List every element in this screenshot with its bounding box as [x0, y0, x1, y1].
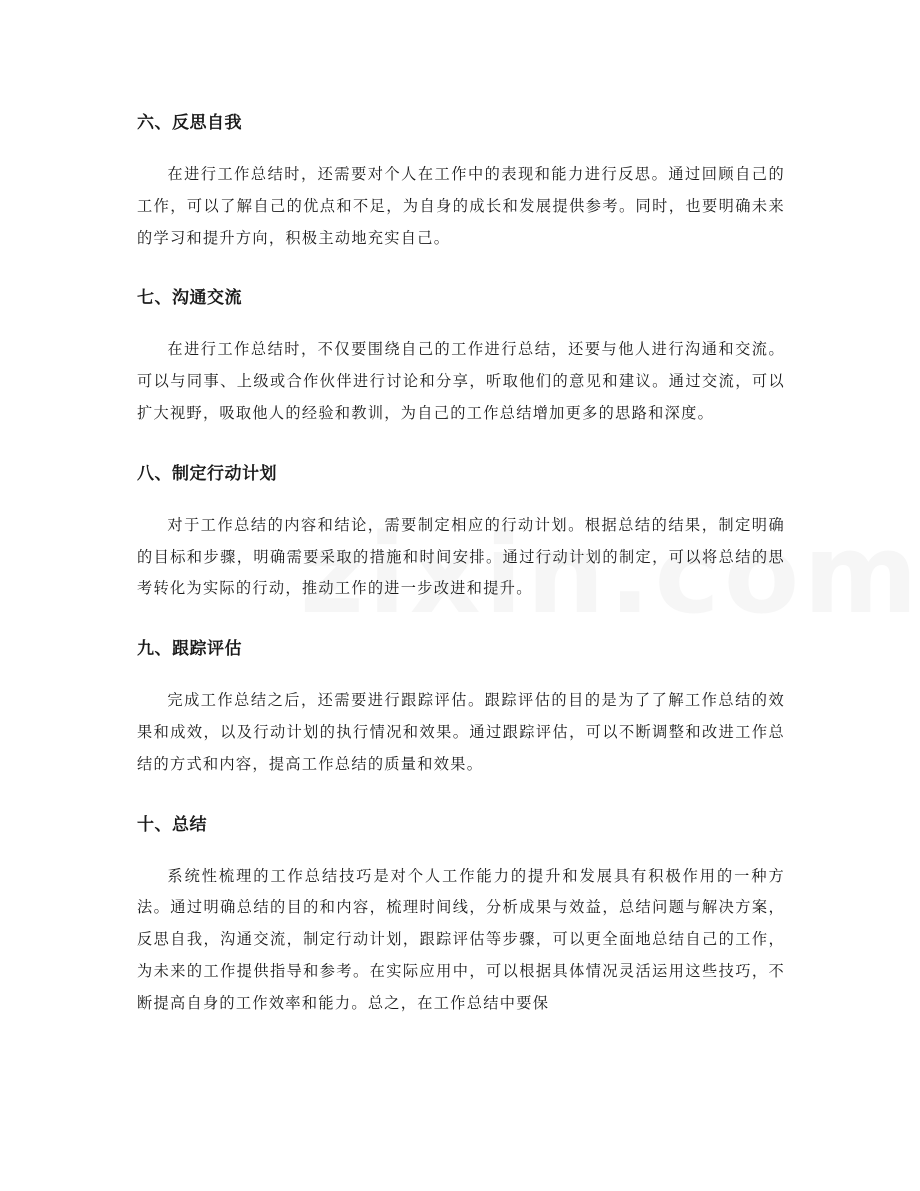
section-paragraph: 在进行工作总结时，还需要对个人在工作中的表现和能力进行反思。通过回顾自己的工作，可以了解自己的优点和不足，为自身的成长和发展提供参考。同时，也要明确未来的学习和提升方向，积极主动地充实自己。	[137, 165, 785, 247]
document-body	[137, 105, 785, 1046]
section-paragraph: 完成工作总结之后，还需要进行跟踪评估。跟踪评估的目的是为了了解工作总结的效果和成效，以及行动计划的执行情况和效果。通过跟踪评估，可以不断调整和改进工作总结的方式和内容，提高工作总结的质量和效果。	[137, 691, 785, 773]
section-paragraph: 系统性梳理的工作总结技巧是对个人工作能力的提升和发展具有积极作用的一种方法。通过明确总结的目的和内容，梳理时间线，分析成果与效益，总结问题与解决方案，反思自我，沟通交流，制定行动计划，跟踪评估等步骤，可以更全面地总结自己的工作，为未来的工作提供指导和参考。在实际应用中，可以根据具体情况灵活运用这些技巧，不断提高自身的工作效率和能力。总之，在工作总结中要保	[137, 866, 785, 1012]
section-heading: 十、总结	[137, 814, 207, 835]
section-reflection	[137, 105, 785, 254]
section-paragraph: 对于工作总结的内容和结论，需要制定相应的行动计划。根据总结的结果，制定明确的目标和步骤，明确需要采取的措施和时间安排。通过行动计划的制定，可以将总结的思考转化为实际的行动，推动工作的进一步改进和提升。	[137, 515, 785, 598]
section-heading: 六、反思自我	[137, 113, 242, 133]
section-heading: 八、制定行动计划	[137, 463, 277, 484]
section-action-plan	[137, 456, 785, 605]
section-heading: 七、沟通交流	[137, 288, 242, 309]
section-conclusion	[137, 807, 785, 1020]
section-paragraph: 在进行工作总结时，不仅要围绕自己的工作进行总结，还要与他人进行沟通和交流。可以与同事、上级或合作伙伴进行讨论和分享，听取他们的意见和建议。通过交流，可以扩大视野，吸取他人的经验和教训，为自己的工作总结增加更多的思路和深度。	[137, 340, 785, 422]
section-communication	[137, 280, 785, 429]
section-heading: 九、跟踪评估	[137, 639, 242, 660]
section-tracking	[137, 631, 785, 780]
